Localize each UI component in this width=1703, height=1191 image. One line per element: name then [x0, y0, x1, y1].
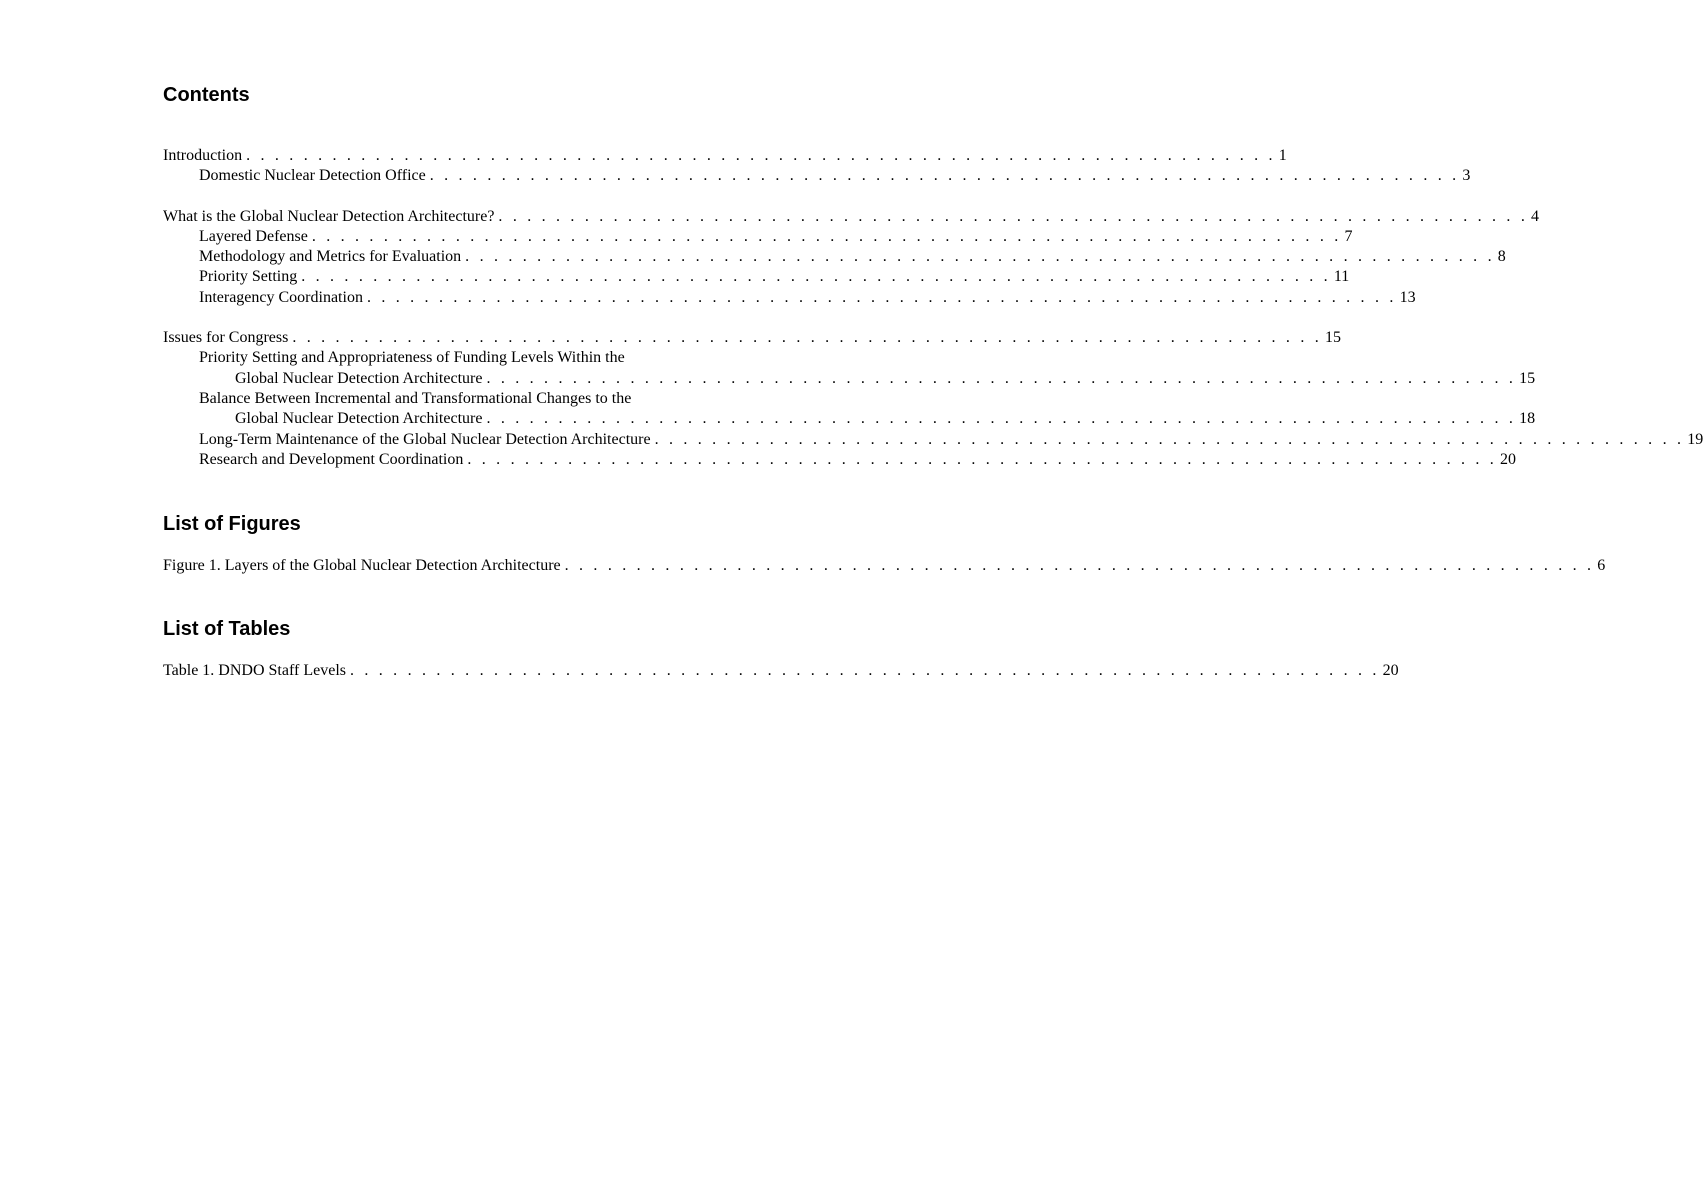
- toc-leader-dots: . . . . . . . . . . . . . . . . . . . . . . . . . . . . . . . . . . . . . . . . . . . . . . . . . . . . . . . . . . . . . . . . . . . . . . . .: [349, 662, 1380, 679]
- toc-leader-dots: . . . . . . . . . . . . . . . . . . . . . . . . . . . . . . . . . . . . . . . . . . . . . . . . . . . . . . . . . . . . . . . . . . . . . . . .: [366, 288, 1397, 306]
- toc-page-number: 4: [1531, 207, 1540, 225]
- toc-page-number: 6: [1597, 557, 1606, 574]
- toc-leader-dots: . . . . . . . . . . . . . . . . . . . . . . . . . . . . . . . . . . . . . . . . . . . . . . . . . . . . . . . . . . . . . . . . . . . . . . . .: [429, 167, 1460, 185]
- toc-page-number: 18: [1519, 410, 1536, 428]
- toc-entry-title: Interagency Coordination: [199, 288, 363, 306]
- toc-page-number: 13: [1399, 288, 1416, 306]
- toc-page-number: 20: [1499, 450, 1516, 468]
- toc-entry-priority-funding-line2[interactable]: [163, 369, 1536, 389]
- toc-page-number: 8: [1497, 248, 1506, 266]
- toc-leader-dots: . . . . . . . . . . . . . . . . . . . . . . . . . . . . . . . . . . . . . . . . . . . . . . . . . . . . . . . . . . . . . . . . . . . . . . . .: [498, 207, 1529, 225]
- toc-leader-dots: . . . . . . . . . . . . . . . . . . . . . . . . . . . . . . . . . . . . . . . . . . . . . . . . . . . . . . . . . . . . . . . . . . . . . . . .: [654, 430, 1685, 448]
- toc-entry-introduction[interactable]: [163, 146, 1287, 166]
- toc-entry-title: Global Nuclear Detection Architecture: [235, 410, 483, 428]
- toc-entry-title: Issues for Congress: [163, 329, 289, 347]
- section-spacer: [163, 308, 758, 328]
- toc-leader-dots: . . . . . . . . . . . . . . . . . . . . . . . . . . . . . . . . . . . . . . . . . . . . . . . . . . . . . . . . . . . . . . . . . . . . . . . .: [486, 410, 1517, 428]
- toc-entry-layered-defense[interactable]: [163, 227, 1353, 247]
- toc-leader-dots: . . . . . . . . . . . . . . . . . . . . . . . . . . . . . . . . . . . . . . . . . . . . . . . . . . . . . . . . . . . . . . . . . . . . . . . .: [292, 329, 1322, 347]
- toc-entry-title: Research and Development Coordination: [199, 450, 464, 468]
- contents-heading: Contents: [163, 84, 250, 106]
- toc-entry-methodology-metrics[interactable]: [163, 247, 1506, 267]
- toc-entry-title: Balance Between Incremental and Transformational Changes to the: [199, 389, 632, 407]
- toc-entry-title: Methodology and Metrics for Evaluation: [199, 248, 462, 266]
- contents-list: [163, 146, 1703, 470]
- toc-entry-title: Global Nuclear Detection Architecture: [235, 369, 483, 387]
- toc-entry-long-term-maintenance[interactable]: [163, 430, 1703, 450]
- toc-entry-title: Priority Setting: [199, 268, 298, 286]
- toc-page-number: 15: [1519, 369, 1536, 387]
- figure-entry-title: Figure 1. Layers of the Global Nuclear Detection Architecture: [163, 557, 561, 574]
- toc-entry-title: Layered Defense: [199, 227, 308, 245]
- toc-page-number: 19: [1687, 430, 1703, 448]
- toc-leader-dots: . . . . . . . . . . . . . . . . . . . . . . . . . . . . . . . . . . . . . . . . . . . . . . . . . . . . . . . . . . . . . . . . . . . . . . . .: [467, 450, 1497, 468]
- figures-list: [163, 556, 1606, 576]
- toc-leader-dots: . . . . . . . . . . . . . . . . . . . . . . . . . . . . . . . . . . . . . . . . . . . . . . . . . . . . . . . . . . . . . . . . . . . . . . . .: [465, 248, 1495, 266]
- tables-list: [163, 661, 1399, 681]
- toc-entry-title: Domestic Nuclear Detection Office: [199, 167, 426, 185]
- toc-entry-priority-funding-line1[interactable]: [163, 348, 758, 368]
- toc-page-number: 15: [1324, 329, 1341, 347]
- tables-heading: List of Tables: [163, 618, 291, 640]
- toc-entry-title: Priority Setting and Appropriateness of Funding Levels Within the: [199, 349, 625, 367]
- toc-entry-title: What is the Global Nuclear Detection Architecture?: [163, 207, 495, 225]
- toc-page-number: 3: [1462, 167, 1471, 185]
- toc-entry-issues-for-congress[interactable]: [163, 328, 1341, 348]
- figures-heading: List of Figures: [163, 513, 301, 535]
- toc-entry-priority-setting[interactable]: [163, 267, 1350, 287]
- toc-page-number: 20: [1382, 662, 1399, 679]
- toc-entry-balance-changes-line1[interactable]: [163, 389, 758, 409]
- toc-entry-title: Introduction: [163, 147, 243, 164]
- toc-page-number: 7: [1344, 227, 1353, 245]
- section-spacer: [163, 187, 758, 207]
- toc-entry-interagency-coordination[interactable]: [163, 288, 1416, 308]
- toc-entry-title: Long-Term Maintenance of the Global Nuclear Detection Architecture: [199, 430, 651, 448]
- toc-leader-dots: . . . . . . . . . . . . . . . . . . . . . . . . . . . . . . . . . . . . . . . . . . . . . . . . . . . . . . . . . . . . . . . . . . . . . . . .: [246, 147, 1276, 164]
- toc-page-number: 1: [1278, 147, 1287, 164]
- toc-entry-what-is-gnda[interactable]: [163, 207, 1540, 227]
- table-entry-1[interactable]: [163, 661, 1399, 681]
- toc-leader-dots: . . . . . . . . . . . . . . . . . . . . . . . . . . . . . . . . . . . . . . . . . . . . . . . . . . . . . . . . . . . . . . . . . . . . . . . .: [311, 227, 1342, 245]
- table-entry-title: Table 1. DNDO Staff Levels: [163, 662, 346, 679]
- toc-page-number: 11: [1333, 268, 1350, 286]
- toc-leader-dots: . . . . . . . . . . . . . . . . . . . . . . . . . . . . . . . . . . . . . . . . . . . . . . . . . . . . . . . . . . . . . . . . . . . . . . . .: [564, 557, 1595, 574]
- figure-entry-1[interactable]: [163, 556, 1606, 576]
- toc-leader-dots: . . . . . . . . . . . . . . . . . . . . . . . . . . . . . . . . . . . . . . . . . . . . . . . . . . . . . . . . . . . . . . . . . . . . . . . .: [486, 369, 1517, 387]
- toc-entry-domestic-nuclear-detection-office[interactable]: [163, 166, 1471, 186]
- toc-leader-dots: . . . . . . . . . . . . . . . . . . . . . . . . . . . . . . . . . . . . . . . . . . . . . . . . . . . . . . . . . . . . . . . . . . . . . . . .: [301, 268, 1331, 286]
- toc-entry-balance-changes-line2[interactable]: [163, 409, 1536, 429]
- toc-entry-research-development[interactable]: [163, 450, 1516, 470]
